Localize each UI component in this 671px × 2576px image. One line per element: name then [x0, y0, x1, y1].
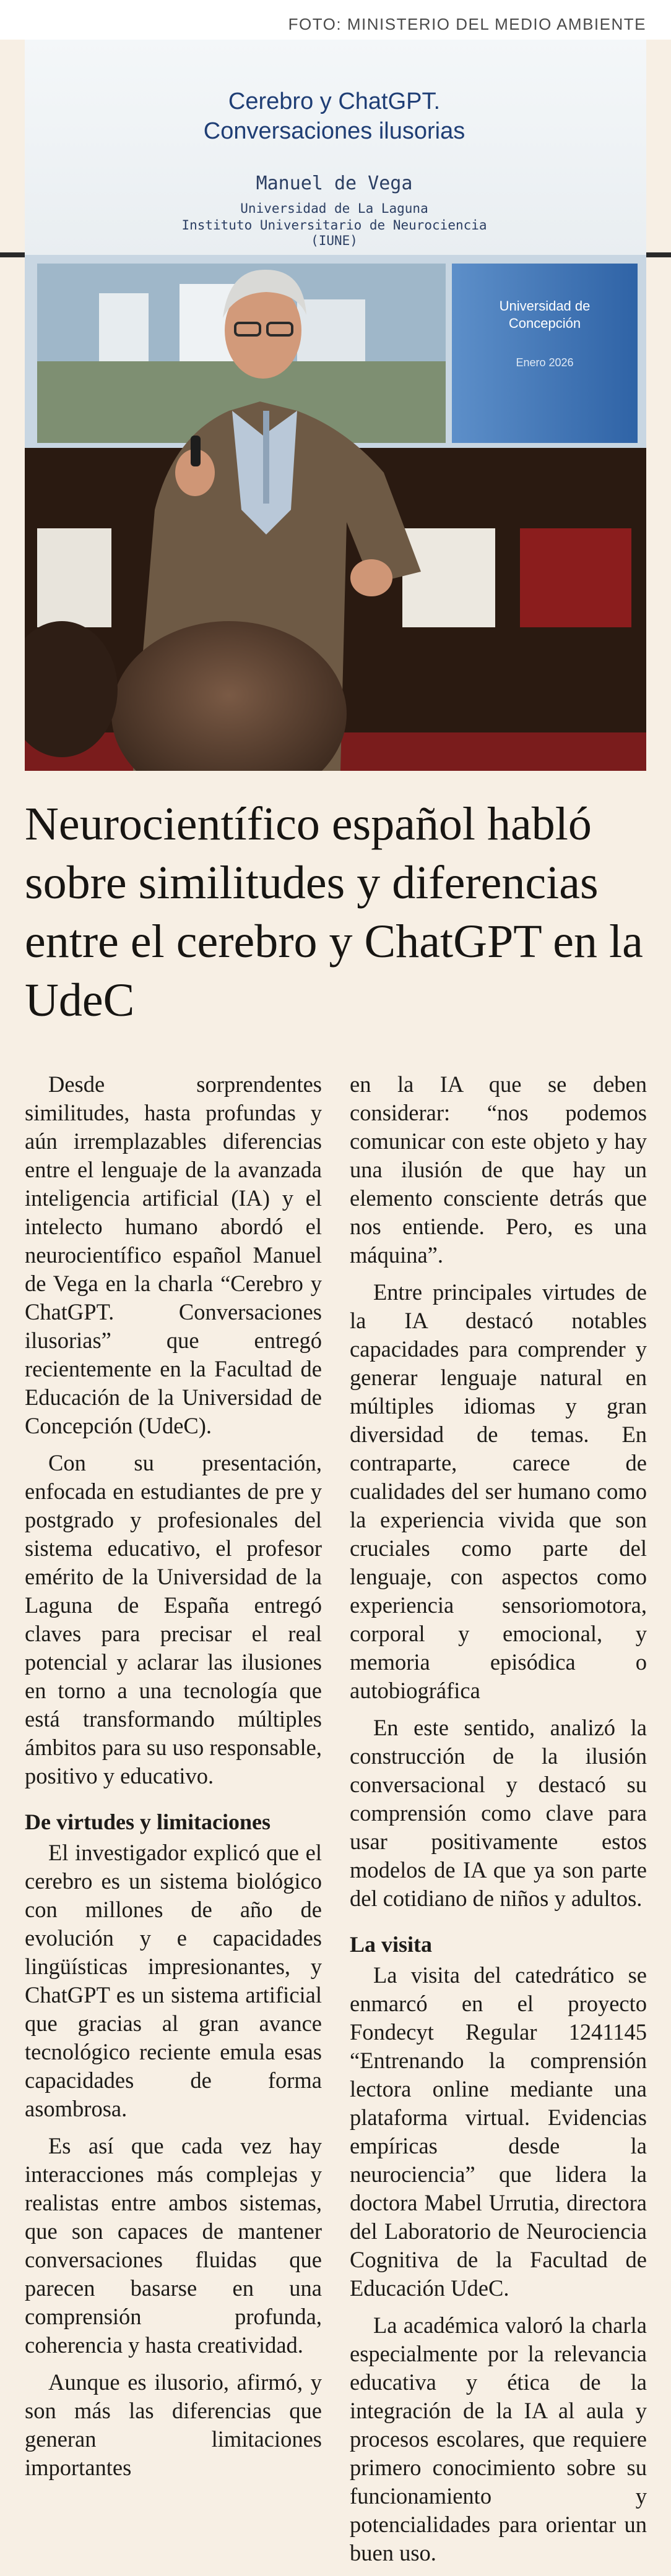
slide-date: Enero 2026	[516, 356, 574, 369]
slide-author: Manuel de Vega	[256, 173, 413, 194]
article-paragraph: Entre principales virtudes de la IA destacó notables capacidades para comprender y generar lenguaje natural en múltiples idiomas y gran diversidad de temas. En contraparte, carece de cualidades del ser humano como la experiencia vivida que son cruciales como parte del lenguaje, con aspectos como experiencia sensoriomotora, corporal y emocional, y memoria episódica o autobiográfica	[350, 1279, 647, 1703]
article-paragraph: Aunque es ilusorio, afirmó, y son más las diferencias que generan limitaciones importantes	[25, 2369, 322, 2480]
article-photo	[25, 40, 646, 771]
article-paragraph: Desde sorprendentes similitudes, hasta profundas y aún irremplazables diferencias entre el lenguaje de la avanzada inteligencia artificial (IA) y el intelecto humano abordó el neurocientífico español Manuel de Vega en la charla “Cerebro y ChatGPT. Conversaciones ilusorias” que entregó recientemente en la Facultad de Educación de la Universidad de Concepción (UdeC).	[25, 1071, 322, 1438]
article-column-right	[350, 1070, 647, 2576]
section-heading: La visita	[350, 1932, 433, 1957]
article-paragraph: Con su presentación, enfocada en estudiantes de pre y postgrado y profesionales del sistema educativo, el profesor emérito de la Universidad de la Laguna de España entregó claves para precisar el real potencial y aclarar las ilusiones en torno a una tecnología que está transformando múltiples ámbitos para su uso responsable, positivo y educativo.	[25, 1450, 322, 1788]
section-heading: De virtudes y limitaciones	[25, 1810, 271, 1834]
divider-right	[646, 252, 671, 257]
article-paragraph: En este sentido, analizó la construcción de la ilusión conversacional y destacó su comprensión como clave para usar positivamente estos modelos de IA que ya son parte del cotidiano de niños y adultos.	[350, 1715, 647, 1911]
slide-title-line1: Cerebro y ChatGPT.	[228, 88, 441, 114]
article-paragraph: en la IA que se deben considerar: “nos podemos comunicar con este objeto y hay una ilusión de que hay un elemento consciente detrás que nos entiende. Pero, es una máquina”.	[350, 1071, 647, 1268]
photo-credit: FOTO: MINISTERIO DEL MEDIO AMBIENTE	[288, 15, 646, 33]
slide-title-line2: Conversaciones ilusorias	[203, 118, 465, 144]
slide-affiliation-1: Universidad de La Laguna	[240, 201, 428, 216]
slide-logo-line1: Universidad de	[499, 298, 591, 314]
divider-left	[0, 252, 25, 257]
article-paragraph: Es así que cada vez hay interacciones más complejas y realistas entre ambos sistemas, que son capaces de mantener conversaciones fluidas que parecen basarse en una comprensión profunda, coherencia y hasta creatividad.	[25, 2133, 322, 2358]
slide-affiliation-3: (IUNE)	[311, 233, 358, 248]
article-column-left	[25, 1070, 322, 2491]
article-paragraph: La visita del catedrático se enmarcó en el proyecto Fondecyt Regular 1241145 “Entrenando la comprensión lectora online mediante una plataforma virtual. Evidencias empíricas desde la neurociencia” que lidera la doctora Mabel Urrutia, directora del Laboratorio de Neurociencia Cognitiva de la Facultad de Educación UdeC.	[350, 1962, 647, 2301]
article-paragraph: La académica valoró la charla especialmente por la relevancia educativa y ética de la integración de la IA al aula y procesos escolares, que requiere primero conocimiento sobre su funcionamiento y potencialidades para orientar un buen uso.	[350, 2312, 647, 2565]
slide-logo-line2: Concepción	[508, 316, 581, 331]
slide-affiliation-2: Instituto Universitario de Neurociencia	[181, 218, 487, 233]
article-paragraph: El investigador explicó que el cerebro es un sistema biológico con millones de año de evolución y e capacidades lingüísticas impresionantes, y ChatGPT es un sistema artificial que gracias al gran avance tecnológico reciente emula esas capacidades de forma asombrosa.	[25, 1840, 322, 2121]
article-headline: Neurocientífico español habló sobre similitudes y diferencias entre el cerebro y ChatGPT en la UdeC	[25, 798, 643, 1026]
